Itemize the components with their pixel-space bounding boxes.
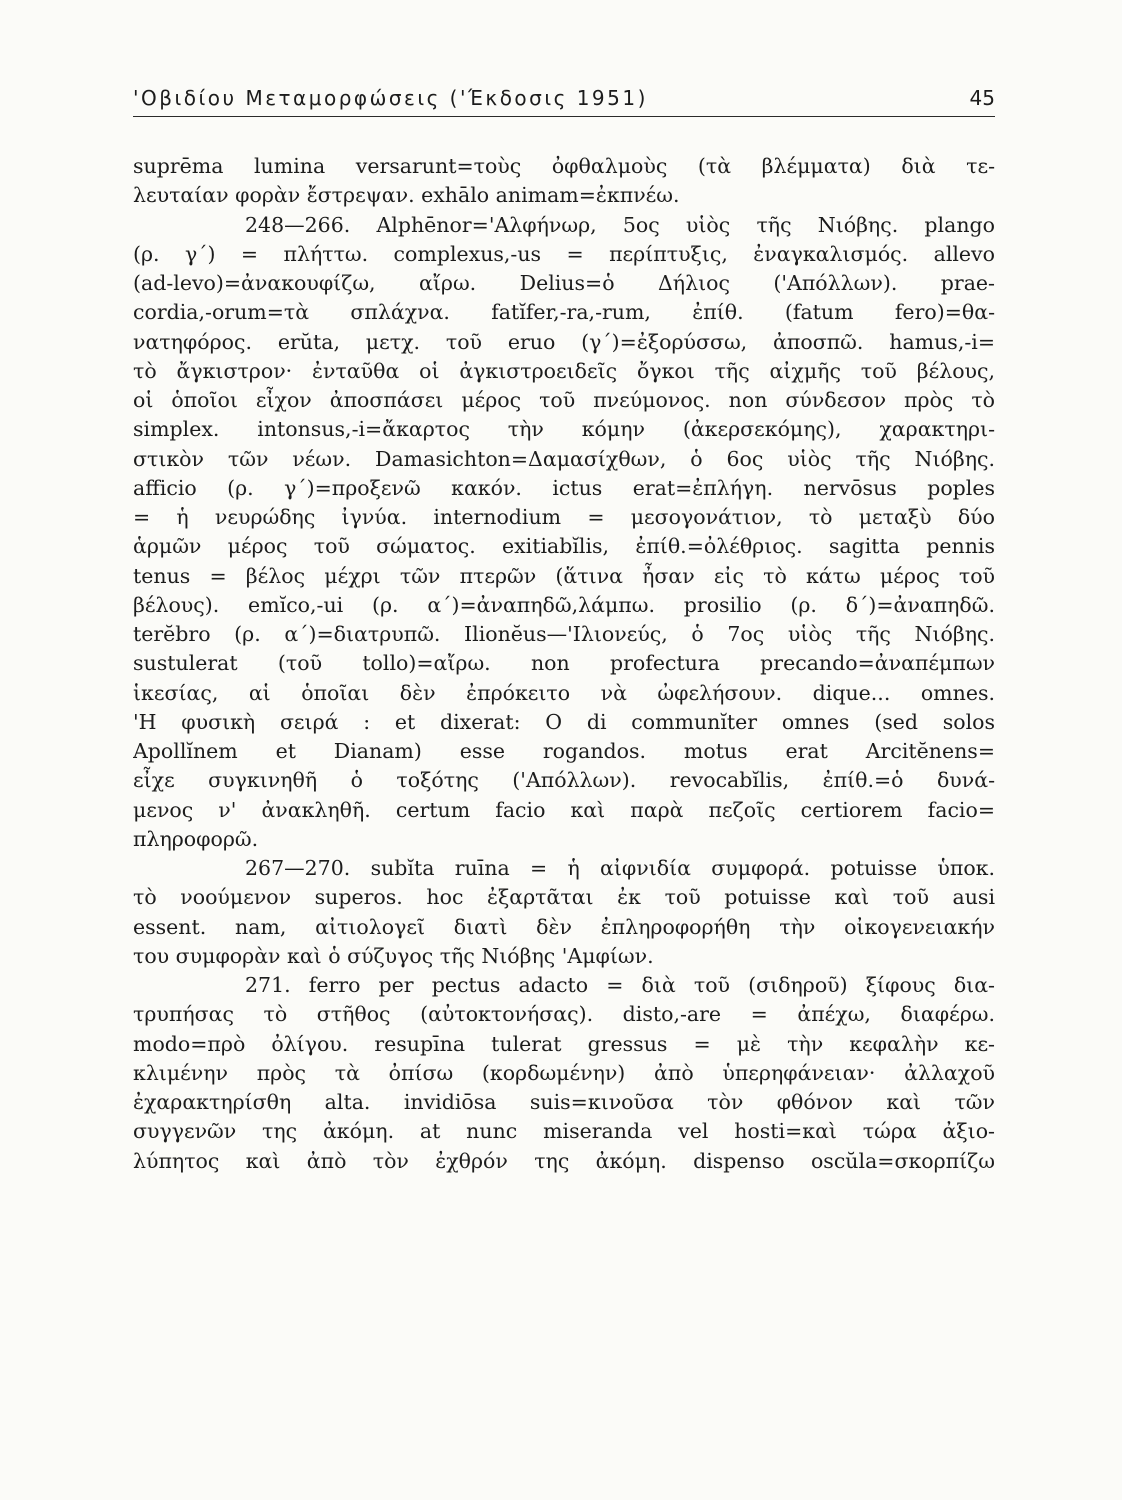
running-title: 'Οβιδίου Μεταμορφώσεις ('Έκδοσις 1951) xyxy=(133,86,648,110)
text-line: afficio (ρ. γ΄)=προξενῶ κακόν. ictus erat=ἐπλήγη. nervōsus poples xyxy=(133,475,995,500)
text-line: terĕbro (ρ. α΄)=διατρυπῶ. Ilionĕus—'Ιλιονεύς, ὁ 7ος υἱὸς τῆς Νιόβης. xyxy=(133,622,995,646)
text-line: suprēma lumina versarunt=τοὺς ὀφθαλμοὺς (τὰ βλέμματα) διὰ τε- xyxy=(133,154,995,178)
text-line: simplex. intonsus,-i=ἄκαρτος τὴν κόμην (ἀκερσεκόμης), χαρακτηρι- xyxy=(133,417,995,442)
text-line: 267—270. subĭta ruīna = ἡ αἰφνιδία συμφορά. potuisse ὑποκ. xyxy=(245,856,995,880)
text-line: συγγενῶν της ἀκόμη. at nunc miseranda vel hosti=καὶ τώρα ἀξιο- xyxy=(133,1119,995,1144)
body-text xyxy=(133,152,995,1176)
text-line: εἶχε συγκινηθῆ ὁ τοξότης ('Απόλλων). revocabĭlis, ἐπίθ.=ὁ δυνά- xyxy=(133,768,995,793)
text-line: 'Η φυσικὴ σειρά : et dixerat: O di communĭter omnes (sed solos xyxy=(133,709,995,734)
text-line: μενος ν' ἀνακληθῆ. certum facio καὶ παρὰ πεζοῖς certiorem facio= xyxy=(133,797,995,822)
text-line: sustulerat (τοῦ tollo)=αἴρω. non profectura precando=ἀναπέμπων xyxy=(133,651,995,676)
text-line: πληροφορῶ. xyxy=(133,826,259,851)
text-line: tenus = βέλος μέχρι τῶν πτερῶν (ἅτινα ἦσαν εἰς τὸ κάτω μέρος τοῦ xyxy=(133,563,995,588)
text-line: (ρ. γ΄) = πλήττω. complexus,-us = περίπτυξις, ἐναγκαλισμός. allevo xyxy=(133,241,995,266)
text-line: τὸ νοούμενον superos. hoc ἐξαρτᾶται ἐκ τοῦ potuisse καὶ τοῦ ausi xyxy=(133,885,995,910)
text-line: στικὸν τῶν νέων. Damasichton=Δαμασίχθων, ὁ 6ος υἱὸς τῆς Νιόβης. xyxy=(133,446,995,471)
text-line: (ad-levo)=ἀνακουφίζω, αἴρω. Delius=ὁ Δήλιος ('Απόλλων). prae- xyxy=(133,271,995,295)
text-line: ἐχαρακτηρίσθη alta. invidiōsa suis=κινοῦσα τὸν φθόνον καὶ τῶν xyxy=(133,1090,995,1114)
text-line: τὸ ἄγκιστρον· ἐνταῦθα οἱ ἀγκιστροειδεῖς ὄγκοι τῆς αἰχμῆς τοῦ βέλους, xyxy=(133,358,995,383)
text-line: modo=πρὸ ὀλίγου. resupīna tulerat gressus = μὲ τὴν κεφαλὴν κε- xyxy=(133,1031,995,1056)
text-line: cordia,-orum=τὰ σπλάχνα. fatĭfer,-ra,-rum, ἐπίθ. (fatum fero)=θα- xyxy=(133,300,995,325)
text-line: τρυπήσας τὸ στῆθος (αὐτοκτονήσας). disto,-are = ἀπέχω, διαφέρω. xyxy=(133,1002,995,1027)
text-line: Apollĭnem et Dianam) esse rogandos. motus erat Arcitĕnens= xyxy=(133,739,995,763)
text-line: 248—266. Alphēnor='Αλφήνωρ, 5ος υἱὸς τῆς Νιόβης. plango xyxy=(245,212,995,237)
text-line: λύπητος καὶ ἀπὸ τὸν ἐχθρόν της ἀκόμη. dispenso oscŭla=σκορπίζω xyxy=(133,1148,995,1173)
text-line: 271. ferro per pectus adacto = διὰ τοῦ (σιδηροῦ) ξίφους δια- xyxy=(245,973,995,997)
text-line: του συμφορὰν καὶ ὁ σύζυγος τῆς Νιόβης 'Αμφίων. xyxy=(133,943,654,968)
text-line: ἱκεσίας, αἱ ὁποῖαι δὲν ἐπρόκειτο νὰ ὠφελήσουν. dique... omnes. xyxy=(133,680,995,705)
text-line: = ἡ νευρώδης ἰγνύα. internodium = μεσογονάτιον, τὸ μεταξὺ δύο xyxy=(133,505,995,529)
running-header xyxy=(133,82,995,117)
text-line: βέλους). emĭco,-ui (ρ. α΄)=ἀναπηδῶ,λάμπω. prosilio (ρ. δ΄)=ἀναπηδῶ. xyxy=(133,592,995,617)
page-number: 45 xyxy=(969,86,995,110)
text-line: κλιμένην πρὸς τὰ ὀπίσω (κορδωμένην) ἀπὸ ὑπερηφάνειαν· ἀλλαχοῦ xyxy=(133,1060,995,1085)
text-line: λευταίαν φορὰν ἔστρεψαν. exhālo animam=ἐκπνέω. xyxy=(133,183,680,208)
text-line: νατηφόρος. erŭta, μετχ. τοῦ eruo (γ΄)=ἐξορύσσω, ἀποσπῶ. hamus,-i= xyxy=(133,329,995,354)
text-line: essent. nam, αἰτιολογεῖ διατὶ δὲν ἐπληροφορήθη τὴν οἰκογενειακήν xyxy=(133,914,995,939)
text-line: ἁρμῶν μέρος τοῦ σώματος. exitiabĭlis, ἐπίθ.=ὀλέθριος. sagitta pennis xyxy=(133,534,995,559)
text-line: οἱ ὁποῖοι εἶχον ἀποσπάσει μέρος τοῦ πνεύμονος. non σύνδεσον πρὸς τὸ xyxy=(133,388,995,412)
